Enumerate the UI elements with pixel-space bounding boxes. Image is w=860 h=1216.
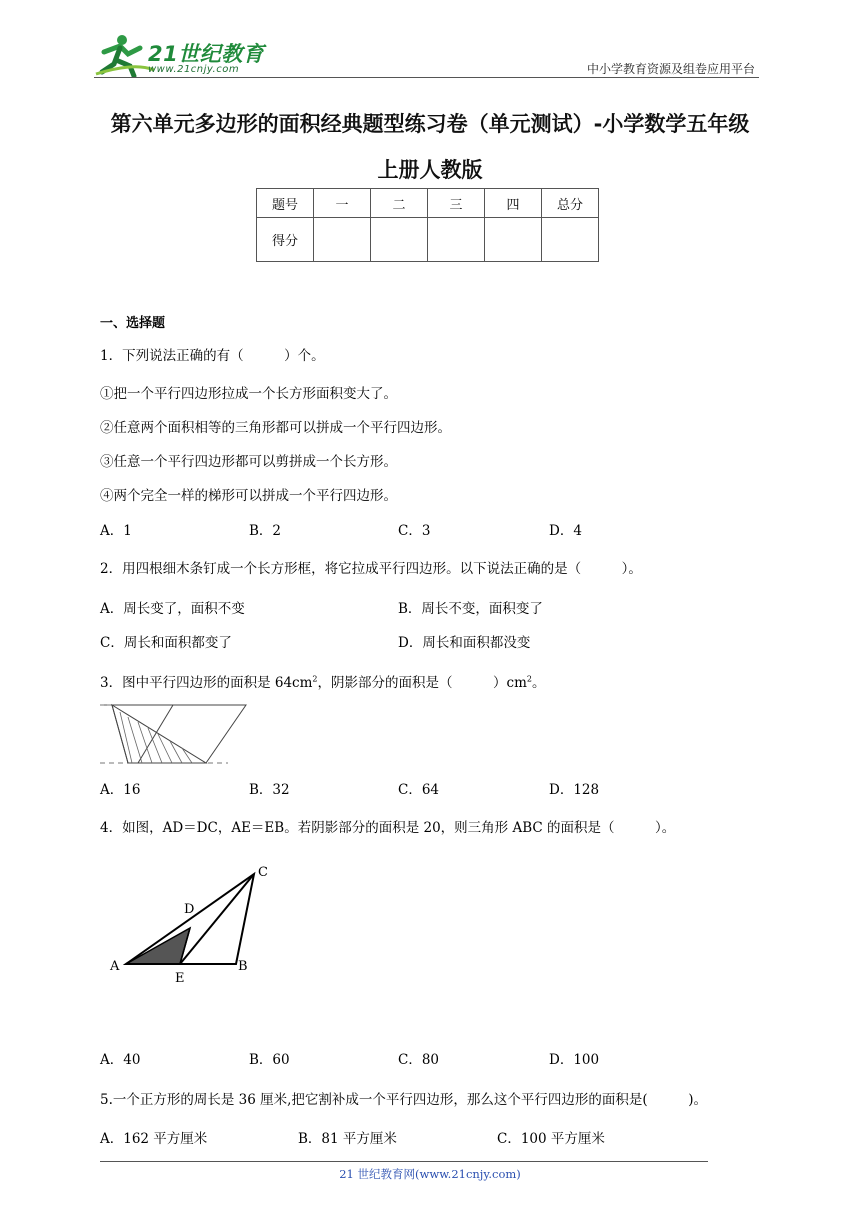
footer-divider: [100, 1161, 708, 1162]
score-cell: [428, 218, 485, 262]
question-1-stem: 1．下列说法正确的有（ ）个。: [100, 348, 325, 364]
question-4-option-d[interactable]: D．100: [549, 1052, 600, 1068]
question-4-stem: 4．如图，AD＝DC，AE＝EB。若阴影部分的面积是 20，则三角形 ABC 的面积是（ ）。: [100, 820, 676, 836]
question-4-option-b[interactable]: B．60: [249, 1052, 290, 1068]
score-header-cell: 三: [428, 189, 485, 218]
score-header-cell: 一: [314, 189, 371, 218]
score-cell: [371, 218, 428, 262]
score-cell: [542, 218, 599, 262]
question-2-option-d[interactable]: D．周长和面积都没变: [398, 635, 531, 651]
question-1-statement: ④两个完全一样的梯形可以拼成一个平行四边形。: [100, 488, 397, 504]
score-table-score-row: [257, 218, 599, 262]
superscript: 2: [312, 674, 318, 684]
label-e: E: [175, 971, 185, 986]
question-1-option-c[interactable]: C．3: [398, 523, 431, 539]
question-1-statement: ③任意一个平行四边形都可以剪拼成一个长方形。: [100, 454, 397, 470]
logo-url: www.21cnjy.com: [148, 64, 240, 75]
question-3-stem-part: 。: [531, 675, 546, 691]
question-3-option-a[interactable]: A．16: [100, 782, 141, 798]
question-3-option-b[interactable]: B．32: [249, 782, 290, 798]
question-5-option-a[interactable]: A．162 平方厘米: [100, 1131, 208, 1147]
triangle-abc-figure: [104, 860, 280, 988]
question-3-stem: [100, 671, 545, 691]
label-a: A: [110, 959, 120, 974]
score-row-label: 得分: [257, 218, 314, 262]
question-1-statement: ②任意两个面积相等的三角形都可以拼成一个平行四边形。: [100, 420, 451, 436]
question-5-option-c[interactable]: C．100 平方厘米: [497, 1131, 605, 1147]
question-4-option-c[interactable]: C．80: [398, 1052, 440, 1068]
question-3-option-c[interactable]: C．64: [398, 782, 440, 798]
parallelogram-figure: [98, 700, 250, 768]
question-4-option-a[interactable]: A．40: [100, 1052, 141, 1068]
question-3-option-d[interactable]: D．128: [549, 782, 600, 798]
label-c: C: [258, 865, 268, 880]
question-3-stem-part: ，阴影部分的面积是（ ）cm: [317, 675, 527, 691]
score-header-cell: 题号: [257, 189, 314, 218]
question-2-option-b[interactable]: B．周长不变，面积变了: [398, 601, 543, 617]
score-cell: [485, 218, 542, 262]
question-1-option-d[interactable]: D．4: [549, 523, 582, 539]
score-header-cell: 总分: [542, 189, 599, 218]
page-title-line2: 上册人教版: [377, 158, 483, 182]
question-5-stem: 5.一个正方形的周长是 36 厘米,把它割补成一个平行四边形，那么这个平行四边形的面积是( )。: [100, 1092, 707, 1108]
question-2-stem: 2．用四根细木条钉成一个长方形框，将它拉成平行四边形。以下说法正确的是（ ）。: [100, 561, 642, 577]
question-2-option-c[interactable]: C．周长和面积都变了: [100, 635, 232, 651]
score-cell: [314, 218, 371, 262]
question-1-option-a[interactable]: A．1: [100, 523, 132, 539]
logo-text: 21世纪教育: [148, 42, 265, 66]
question-3-stem-part: 3．图中平行四边形的面积是 64cm: [100, 675, 313, 691]
label-d: D: [184, 902, 195, 917]
question-1-statement: ①把一个平行四边形拉成一个长方形面积变大了。: [100, 386, 397, 402]
score-table-header-row: [257, 189, 599, 218]
page-title-line1: 第六单元多边形的面积经典题型练习卷（单元测试）-小学数学五年级: [110, 112, 750, 136]
question-5-option-b[interactable]: B．81 平方厘米: [298, 1131, 397, 1147]
label-b: B: [238, 959, 248, 974]
score-header-cell: 二: [371, 189, 428, 218]
score-header-cell: 四: [485, 189, 542, 218]
header-platform-text: 中小学教育资源及组卷应用平台: [586, 62, 755, 76]
section-heading: 一、选择题: [100, 316, 166, 331]
header-divider: [94, 77, 759, 78]
superscript: 2: [526, 674, 532, 684]
question-2-option-a[interactable]: A．周长变了，面积不变: [100, 601, 245, 617]
footer-link[interactable]: 21 世纪教育网(www.21cnjy.com): [339, 1167, 521, 1181]
score-table: [256, 188, 599, 262]
question-1-option-b[interactable]: B．2: [249, 523, 282, 539]
